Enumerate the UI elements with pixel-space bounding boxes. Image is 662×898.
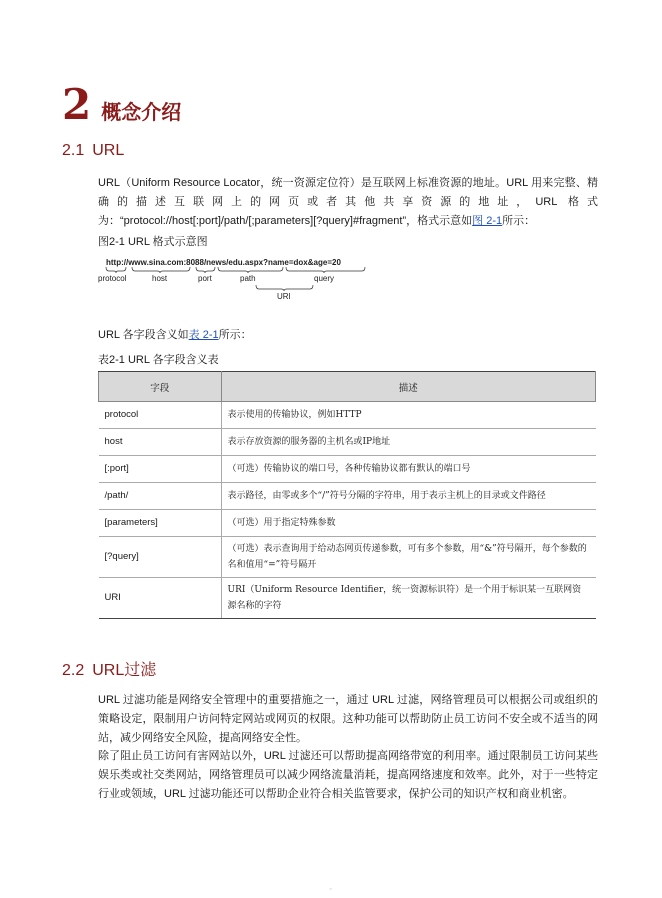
table-cell-field: [parameters] — [99, 510, 222, 537]
label-host: host — [152, 274, 168, 283]
chapter-number: 2 — [62, 80, 92, 129]
url-diagram — [96, 254, 376, 302]
table-cell-description: 表示路径，由零或多个“/”符号分隔的字符串，用于表示主机上的目录或文件路径 — [221, 483, 596, 510]
table-cell-description: （可选）表示查询用于给动态网页传递参数，可有多个参数，用“&”符号隔开，每个参数的名和值用“=”符号隔开 — [221, 537, 596, 578]
table-cell-field: [:port] — [99, 456, 222, 483]
paragraph-url-filter-1: URL 过滤功能是网络安全管理中的重要措施之一，通过 URL 过滤，网络管理员可以根据公司或组织的策略设定，限制用户访问特定网站或网页的权限。这种功能可以帮助防止员工访问不安全或不适当的网站，减少网络安全风险，提高网络安全性。 — [98, 694, 598, 744]
table-header-field: 字段 — [99, 372, 222, 402]
section-heading-2-2 — [62, 657, 156, 680]
figure-caption: 图2-1 URL 格式示意图 — [98, 236, 208, 248]
url-example-text: http://www.sina.com:8088/news/edu.aspx?name=dox&age=20 — [106, 258, 341, 267]
table-header-row — [99, 372, 596, 402]
table-link[interactable]: 表 2-1 — [188, 329, 219, 341]
label-protocol: protocol — [98, 274, 127, 283]
paragraph-table-ref — [98, 326, 598, 345]
section-number: 2.1 — [62, 142, 85, 159]
section-number: 2.2 — [62, 662, 85, 679]
paragraph-text: URL（Uniform Resource Locator，统一资源定位符）是互联网上标准资源的地址。URL 用来完整、精确的描述互联网上的网页或者其他共享资源的地址，URL 格式为：“protocol://host[:port]/path/[;parameters][?query]#fragment”，格式示意如 — [98, 177, 598, 227]
table-row — [99, 537, 596, 578]
table-cell-field: host — [99, 429, 222, 456]
paragraph-url-filter-2: 除了阻止员工访问有害网站以外，URL 过滤还可以帮助提高网络带宽的利用率。通过限制员工访问某些娱乐类或社交类网站，网络管理员可以减少网络流量消耗，提高网络速度和效率。此外，对于一些特定行业或领域，URL 过滤功能还可以帮助企业符合相关监管要求，保护公司的知识产权和商业机密。 — [98, 750, 598, 800]
url-format-figure — [96, 254, 376, 302]
table-cell-field: URI — [99, 578, 222, 619]
paragraph-url-intro — [98, 174, 598, 231]
table-caption: 表2-1 URL 各字段含义表 — [98, 354, 219, 366]
paragraph-text: 所示： — [218, 329, 252, 341]
page-footer-mark: ◦ — [329, 886, 333, 893]
url-fields-table — [98, 371, 596, 619]
table-row — [99, 429, 596, 456]
table-cell-description: 表示使用的传输协议，例如HTTP — [221, 402, 596, 429]
label-uri: URI — [277, 292, 291, 301]
table-cell-description: 表示存放资源的服务器的主机名或IP地址 — [221, 429, 596, 456]
section-title: URL过滤 — [92, 662, 157, 679]
section-title: URL — [92, 142, 125, 159]
table-cell-description: （可选）传输协议的端口号，各种传输协议都有默认的端口号 — [221, 456, 596, 483]
table-row — [99, 483, 596, 510]
table-cell-field: /path/ — [99, 483, 222, 510]
table-cell-description: （可选）用于指定特殊参数 — [221, 510, 596, 537]
table-cell-field: protocol — [99, 402, 222, 429]
table-row — [99, 510, 596, 537]
table-row — [99, 456, 596, 483]
label-path: path — [240, 274, 256, 283]
table-cell-field: [?query] — [99, 537, 222, 578]
label-query: query — [314, 274, 335, 283]
table-row — [99, 402, 596, 429]
figure-link[interactable]: 图 2-1 — [472, 215, 503, 227]
table-cell-description: URI（Uniform Resource Identifier，统一资源标识符）是一个用于标识某一互联网资源名称的字符 — [221, 578, 596, 619]
table-row — [99, 578, 596, 619]
paragraph-text: 所示： — [502, 215, 536, 227]
paragraph-text: URL 各字段含义如 — [98, 329, 189, 341]
label-port: port — [198, 274, 212, 283]
table-header-description: 描述 — [221, 372, 596, 402]
section-heading-2-1 — [62, 142, 124, 160]
chapter-title: 概念介绍 — [101, 100, 182, 124]
chapter-heading — [62, 80, 182, 129]
